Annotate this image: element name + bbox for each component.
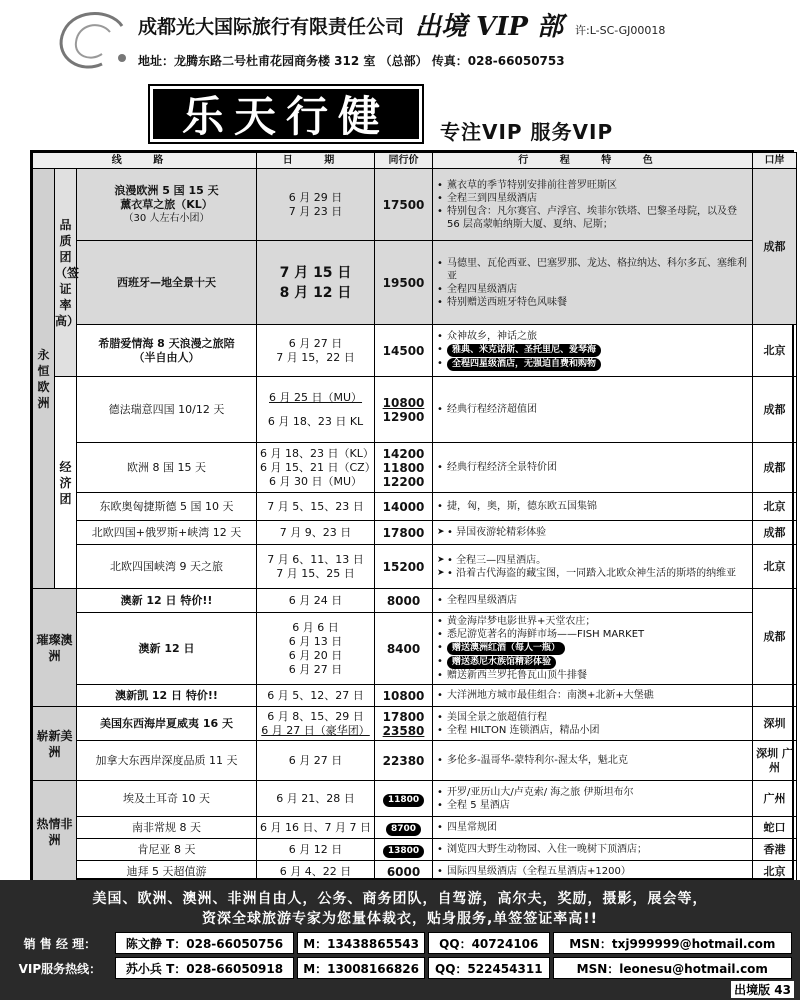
route-features: • 众神故乡，神话之旅 • 雅典、米克诺斯、圣托里尼、爱琴海 • 全程四星级酒店，无强迫自费和购物 <box>433 325 753 377</box>
route-name: 欧洲 8 国 15 天 <box>77 443 257 493</box>
route-port: 成都 <box>753 589 797 685</box>
route-port: 广州 <box>753 781 797 817</box>
route-port: 香港 <box>753 839 797 861</box>
route-name: 澳新 12 日 特价!! <box>77 589 257 613</box>
col-header-price: 同行价 <box>375 153 433 169</box>
route-features: • 多伦多-温哥华-蒙特利尔-渥太华，魁北克 <box>433 741 753 781</box>
route-price: 22380 <box>375 741 433 781</box>
route-name: 加拿大东西岸深度品质 11 天 <box>77 741 257 781</box>
route-dates: 6 月 4、22 日 <box>257 861 375 883</box>
route-name: 东欧奥匈捷斯德 5 国 10 天 <box>77 493 257 521</box>
footer-tagline: 资深全球旅游专家为您量体裁衣，贴身服务,单签签证率高!! <box>201 911 599 927</box>
route-features: • 捷，匈，奥，斯，德东欧五国集锦 <box>433 493 753 521</box>
route-price: 15200 <box>375 545 433 589</box>
contact-mobile[interactable]: M：13008166826 <box>297 957 425 979</box>
route-name: 希腊爱情海 8 天浪漫之旅陪 （半自由人） <box>77 325 257 377</box>
route-port: 深圳 广州 <box>753 741 797 781</box>
route-features: • 国际四星级酒店（全程五星酒店+1200） <box>433 861 753 883</box>
route-dates: 7 月 5、15、23 日 <box>257 493 375 521</box>
route-dates: 6 月 18、23 日（KL） 6 月 15、21 日（CZ） 6 月 30 日（MU） <box>257 443 375 493</box>
contact-msn[interactable]: MSN：leonesu@hotmail.com <box>553 957 792 979</box>
col-header-date: 日 期 <box>257 153 375 169</box>
route-features: • 美国全景之旅超值行程 • 全程 HILTON 连锁酒店，精品小团 <box>433 707 753 741</box>
contact-row <box>8 932 792 954</box>
route-port: 北京 <box>753 545 797 589</box>
subcategory-economy: 经济团 <box>55 377 77 589</box>
col-header-features: 行 程 特 色 <box>433 153 753 169</box>
route-name: 北欧四国峡湾 9 天之旅 <box>77 545 257 589</box>
brand-banner <box>150 86 422 142</box>
route-price: 6000 <box>375 861 433 883</box>
route-name: 浪漫欧洲 5 国 15 天 薰衣草之旅（KL） （30 人左右小团） <box>77 169 257 241</box>
route-port: 北京 <box>753 493 797 521</box>
contact-name-phone[interactable]: 陈文静 T：028-66050756 <box>115 932 295 954</box>
route-price: 17800 23580 <box>375 707 433 741</box>
contact-name-phone[interactable]: 苏小兵 T：028-66050918 <box>115 957 295 979</box>
highlight-badge: 全程四星级酒店，无强迫自费和购物 <box>447 358 601 371</box>
contact-row <box>8 957 792 979</box>
route-features: ➤ • 异国夜游轮精彩体验 <box>433 521 753 545</box>
contact-msn[interactable]: MSN：txj999999@hotmail.com <box>553 932 792 954</box>
route-name: 西班牙—地全景十天 <box>77 241 257 325</box>
route-price: 17800 <box>375 521 433 545</box>
route-dates: 6 月 29 日 7 月 23 日 <box>257 169 375 241</box>
category-africa: 热情非洲 <box>33 781 77 883</box>
route-name: 埃及土耳奇 10 天 <box>77 781 257 817</box>
route-price: 10800 12900 <box>375 377 433 443</box>
col-header-route: 线 路 <box>33 153 257 169</box>
route-dates: 7 月 15 日 8 月 12 日 <box>257 241 375 325</box>
route-price: 19500 <box>375 241 433 325</box>
subcategory-quality: 品质团（签证率高） <box>55 169 77 377</box>
contact-role: 销 售 经 理： <box>8 932 112 954</box>
route-dates: 6 月 27 日 7 月 15，22 日 <box>257 325 375 377</box>
route-price: 14000 <box>375 493 433 521</box>
route-features: • 经典行程经济超值团 <box>433 377 753 443</box>
route-name: 北欧四国+俄罗斯+峡湾 12 天 <box>77 521 257 545</box>
route-port: 成都 <box>753 521 797 545</box>
contact-mobile[interactable]: M：13438865543 <box>297 932 425 954</box>
route-features: • 经典行程经济全景特价团 <box>433 443 753 493</box>
company-address: 地址：龙腾东路二号杜甫花园商务楼 312 室 （总部） 传真：028-66050753 <box>138 54 565 68</box>
route-features: • 开罗/亚历山大/卢克索/ 海之旅 伊斯坦布尔 • 全程 5 星酒店 <box>433 781 753 817</box>
route-name: 迪拜 5 天超值游 <box>77 861 257 883</box>
route-features: • 全程四星级酒店 <box>433 589 753 613</box>
route-name: 美国东西海岸夏威夷 16 天 <box>77 707 257 741</box>
highlight-badge: 赠送澳洲红酒（每人一瓶） <box>447 642 565 655</box>
route-dates: 6 月 6 日 6 月 13 日 6 月 20 日 6 月 27 日 <box>257 613 375 685</box>
route-name: 澳新 12 日 <box>77 613 257 685</box>
route-dates: 6 月 24 日 <box>257 589 375 613</box>
route-price: 8000 <box>375 589 433 613</box>
route-price: 14200 11800 12200 <box>375 443 433 493</box>
col-header-port: 口岸 <box>753 153 797 169</box>
route-price: 17500 <box>375 169 433 241</box>
contact-qq[interactable]: QQ：40724106 <box>428 932 550 954</box>
route-dates: 6 月 8、15、29 日 6 月 27 日（豪华团） <box>257 707 375 741</box>
route-features: • 黄金海岸梦电影世界+天堂农庄； • 悉尼游览著名的海鲜市场——FISH MARKET • 赠送澳洲红酒（每人一瓶） • 赠送悉尼水族馆精彩体验 • 赠送新西兰罗托鲁瓦山顶牛排餐 <box>433 613 753 685</box>
highlight-badge: 赠送悉尼水族馆精彩体验 <box>447 656 556 669</box>
route-dates: 6 月 25 日（MU） 6 月 18、23 日 KL <box>257 377 375 443</box>
category-america: 崭新美洲 <box>33 707 77 781</box>
route-price: 14500 <box>375 325 433 377</box>
route-port: 深圳 <box>753 707 797 741</box>
route-dates: 6 月 5、12、27 日 <box>257 685 375 707</box>
route-features: • 大洋洲地方城市最佳组合：南澳+北新+大堡礁 <box>433 685 753 707</box>
contact-role: VIP服务热线： <box>8 957 112 979</box>
route-port: 成都 <box>753 377 797 443</box>
company-name: 成都光大国际旅行有限责任公司 <box>138 16 405 38</box>
route-dates: 6 月 12 日 <box>257 839 375 861</box>
tour-table <box>30 150 794 880</box>
route-dates: 6 月 27 日 <box>257 741 375 781</box>
department-title: 出境 VIP 部 <box>415 12 563 42</box>
category-australia: 璀璨澳洲 <box>33 589 77 707</box>
route-port: 蛇口 <box>753 817 797 839</box>
route-price: 10800 <box>375 685 433 707</box>
route-port: 成都 <box>753 443 797 493</box>
route-dates: 6 月 21、28 日 <box>257 781 375 817</box>
route-price: 8400 <box>375 613 433 685</box>
footer-services: 美国、欧洲、澳洲、非洲自由人，公务、商务团队，自驾游，高尔夫，奖励，摄影，展会等， <box>92 891 708 907</box>
route-features: ➤ • 全程三—四星酒店。 ➤ • 沿着古代海盗的藏宝图，一同踏入北欧众神生活的斯塔的纳维亚 <box>433 545 753 589</box>
route-features: • 四星常规团 <box>433 817 753 839</box>
route-name: 澳新凯 12 日 特价!! <box>77 685 257 707</box>
contact-qq[interactable]: QQ：522454311 <box>428 957 550 979</box>
route-name: 南非常规 8 天 <box>77 817 257 839</box>
company-logo-icon <box>50 6 132 76</box>
footer <box>0 880 800 1000</box>
route-dates: 6 月 16 日、7 月 7 日 <box>257 817 375 839</box>
route-price: 13800 <box>375 839 433 861</box>
route-port: 北京 <box>753 325 797 377</box>
route-dates: 7 月 6、11、13 日 7 月 15、25 日 <box>257 545 375 589</box>
edition-label: 出境版 43 <box>731 981 794 998</box>
route-price: 11800 <box>375 781 433 817</box>
route-features: • 浏览四大野生动物园、入住一晚树下顶酒店； <box>433 839 753 861</box>
route-features: • 马德里、瓦伦西亚、巴塞罗那、龙达、格拉纳达、科尔多瓦、塞维利亚 • 全程四星级酒店 • 特别赠送西班牙特色风味餐 <box>433 241 753 325</box>
header <box>0 0 800 150</box>
route-port: 成都 <box>753 169 797 325</box>
route-features: • 薰衣草的季节特别安排前往普罗旺斯区 • 全程三到四星级酒店 • 特别包含：凡尔赛宫、卢浮宫、埃菲尔铁塔、巴黎圣母院，以及登 56 层高蒙帕纳斯大厦、夏纳、尼斯； <box>433 169 753 241</box>
category-europe: 永恒欧洲 <box>33 169 55 589</box>
route-name: 德法瑞意四国 10/12 天 <box>77 377 257 443</box>
route-port: 北京 <box>753 861 797 883</box>
route-name: 肯尼亚 8 天 <box>77 839 257 861</box>
brand-text: 乐天行健 <box>181 92 390 141</box>
route-port-empty <box>753 685 797 707</box>
licence-number: 许:L-SC-GJ00018 <box>575 24 666 37</box>
route-price: 8700 <box>375 817 433 839</box>
highlight-badge: 雅典、米克诺斯、圣托里尼、爱琴海 <box>447 344 601 357</box>
slogan: 专注VIP 服务VIP <box>440 120 614 144</box>
route-dates: 7 月 9、23 日 <box>257 521 375 545</box>
